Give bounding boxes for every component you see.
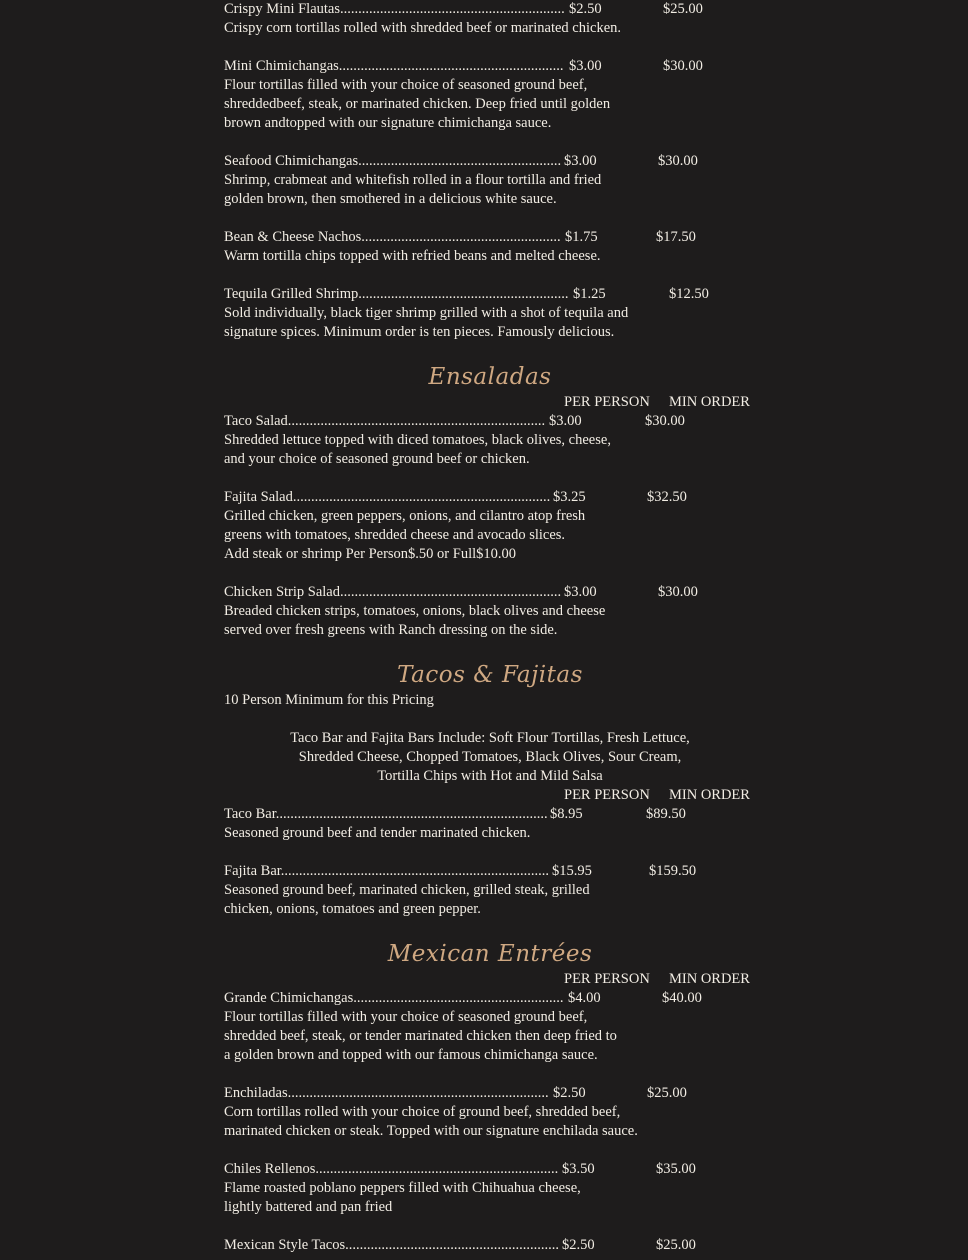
menu-item-chicken-strip-salad: Chicken Strip Salad............................................................. <box>224 584 562 600</box>
item-description: signature spices. Minimum order is ten pieces. Famously delicious. <box>224 324 615 340</box>
item-description: served over fresh greens with Ranch dressing on the side. <box>224 622 558 638</box>
item-description: golden brown, then smothered in a delicious white sauce. <box>224 191 557 207</box>
price-min-order: $40.00 <box>662 990 702 1006</box>
menu-item-mexican-style-tacos: Mexican Style Tacos........................................................... <box>224 1237 560 1253</box>
price-min-order: $32.50 <box>647 489 687 505</box>
item-description: a golden brown and topped with our famous chimichanga sauce. <box>224 1047 598 1063</box>
menu-item-chiles-rellenos: Chiles Rellenos................................................................... <box>224 1161 559 1177</box>
price-min-order: $89.50 <box>646 806 686 822</box>
price-min-order: $159.50 <box>649 863 697 879</box>
item-description: Flour tortillas filled with your choice of seasoned ground beef, <box>224 77 588 93</box>
includes-note: Taco Bar and Fajita Bars Include: Soft Flour Tortillas, Fresh Lettuce, <box>290 730 690 746</box>
price-min-order: $30.00 <box>658 584 698 600</box>
item-description: brown andtopped with our signature chimichanga sauce. <box>224 115 552 131</box>
item-description: Crispy corn tortillas rolled with shredded beef or marinated chicken. <box>224 20 622 36</box>
column-header-per-person: PER PERSON <box>564 394 650 410</box>
item-description: Seasoned ground beef, marinated chicken, grilled steak, grilled <box>224 882 590 898</box>
item-description: and your choice of seasoned ground beef or chicken. <box>224 451 530 467</box>
section-title-ensaladas: Ensaladas <box>428 364 552 390</box>
menu-item-fajita-bar: Fajita Bar.......................................................................... <box>224 863 550 879</box>
includes-note: Shredded Cheese, Chopped Tomatoes, Black Olives, Sour Cream, <box>298 749 682 765</box>
minimum-note: 10 Person Minimum for this Pricing <box>224 692 434 708</box>
menu-item-mini-chimichangas: Mini Chimichangas.............................................................. <box>224 58 564 74</box>
price-min-order: $30.00 <box>663 58 703 74</box>
column-header-per-person: PER PERSON <box>564 971 650 987</box>
column-header-per-person: PER PERSON <box>564 787 650 803</box>
column-header-min-order: MIN ORDER <box>669 787 750 803</box>
item-description: greens with tomatoes, shredded cheese and avocado slices. <box>224 527 566 543</box>
item-description: marinated chicken or steak. Topped with our signature enchilada sauce. <box>224 1123 638 1139</box>
price-min-order: $12.50 <box>669 286 709 302</box>
price-per-person: $2.50 <box>553 1085 586 1101</box>
price-min-order: $25.00 <box>647 1085 687 1101</box>
item-description: Shrimp, crabmeat and whitefish rolled in a flour tortilla and fried <box>224 172 602 188</box>
price-per-person: $2.50 <box>569 1 602 17</box>
price-min-order: $25.00 <box>656 1237 696 1253</box>
menu-item-fajita-salad: Fajita Salad....................................................................... <box>224 489 551 505</box>
price-min-order: $17.50 <box>656 229 696 245</box>
price-per-person: $1.75 <box>565 229 598 245</box>
price-per-person: $4.00 <box>568 990 601 1006</box>
price-min-order: $35.00 <box>656 1161 696 1177</box>
price-min-order: $30.00 <box>645 413 685 429</box>
menu-item-taco-salad: Taco Salad....................................................................... <box>224 413 546 429</box>
price-per-person: $8.95 <box>550 806 583 822</box>
item-description: Seasoned ground beef and tender marinated chicken. <box>224 825 531 841</box>
item-description: shredded beef, steak, or tender marinated chicken then deep fried to <box>224 1028 617 1044</box>
price-per-person: $2.50 <box>562 1237 595 1253</box>
price-per-person: $3.00 <box>564 584 597 600</box>
item-description: Grilled chicken, green peppers, onions, and cilantro atop fresh <box>224 508 586 524</box>
item-description: Warm tortilla chips topped with refried beans and melted cheese. <box>224 248 601 264</box>
item-description: Add steak or shrimp Per Person$.50 or Full$10.00 <box>224 546 516 562</box>
includes-note: Tortilla Chips with Hot and Mild Salsa <box>377 768 603 784</box>
menu-item-grande-chimichangas: Grande Chimichangas.......................................................... <box>224 990 564 1006</box>
price-min-order: $25.00 <box>663 1 703 17</box>
item-description: Breaded chicken strips, tomatoes, onions, black olives and cheese <box>224 603 606 619</box>
menu-item-enchiladas: Enchiladas........................................................................ <box>224 1085 549 1101</box>
menu-item-crispy-mini-flautas: Crispy Mini Flautas.............................................................. <box>224 1 565 17</box>
price-per-person: $15.95 <box>552 863 592 879</box>
price-per-person: $3.00 <box>569 58 602 74</box>
item-description: Corn tortillas rolled with your choice of ground beef, shredded beef, <box>224 1104 621 1120</box>
item-description: shreddedbeef, steak, or marinated chicken. Deep fried until golden <box>224 96 611 112</box>
item-description: Shredded lettuce topped with diced tomatoes, black olives, cheese, <box>224 432 611 448</box>
price-per-person: $3.00 <box>564 153 597 169</box>
item-description: Sold individually, black tiger shrimp grilled with a shot of tequila and <box>224 305 629 321</box>
item-description: Flour tortillas filled with your choice of seasoned ground beef, <box>224 1009 588 1025</box>
price-min-order: $30.00 <box>658 153 698 169</box>
menu-item-taco-bar: Taco Bar........................................................................... <box>224 806 548 822</box>
column-header-min-order: MIN ORDER <box>669 971 750 987</box>
item-description: lightly battered and pan fried <box>224 1199 393 1215</box>
item-description: Flame roasted poblano peppers filled with Chihuahua cheese, <box>224 1180 581 1196</box>
price-per-person: $3.25 <box>553 489 586 505</box>
menu-item-seafood-chimichangas: Seafood Chimichangas........................................................ <box>224 153 562 169</box>
section-title-tacos-fajitas: Tacos & Fajitas <box>397 662 583 688</box>
section-title-mexican-entrees: Mexican Entrées <box>387 941 593 967</box>
menu-item-tequila-grilled-shrimp: Tequila Grilled Shrimp.......................................................... <box>224 286 569 302</box>
item-description: chicken, onions, tomatoes and green pepper. <box>224 901 481 917</box>
price-per-person: $3.00 <box>549 413 582 429</box>
column-header-min-order: MIN ORDER <box>669 394 750 410</box>
price-per-person: $1.25 <box>573 286 606 302</box>
menu-item-bean-cheese-nachos: Bean & Cheese Nachos....................................................... <box>224 229 561 245</box>
price-per-person: $3.50 <box>562 1161 595 1177</box>
